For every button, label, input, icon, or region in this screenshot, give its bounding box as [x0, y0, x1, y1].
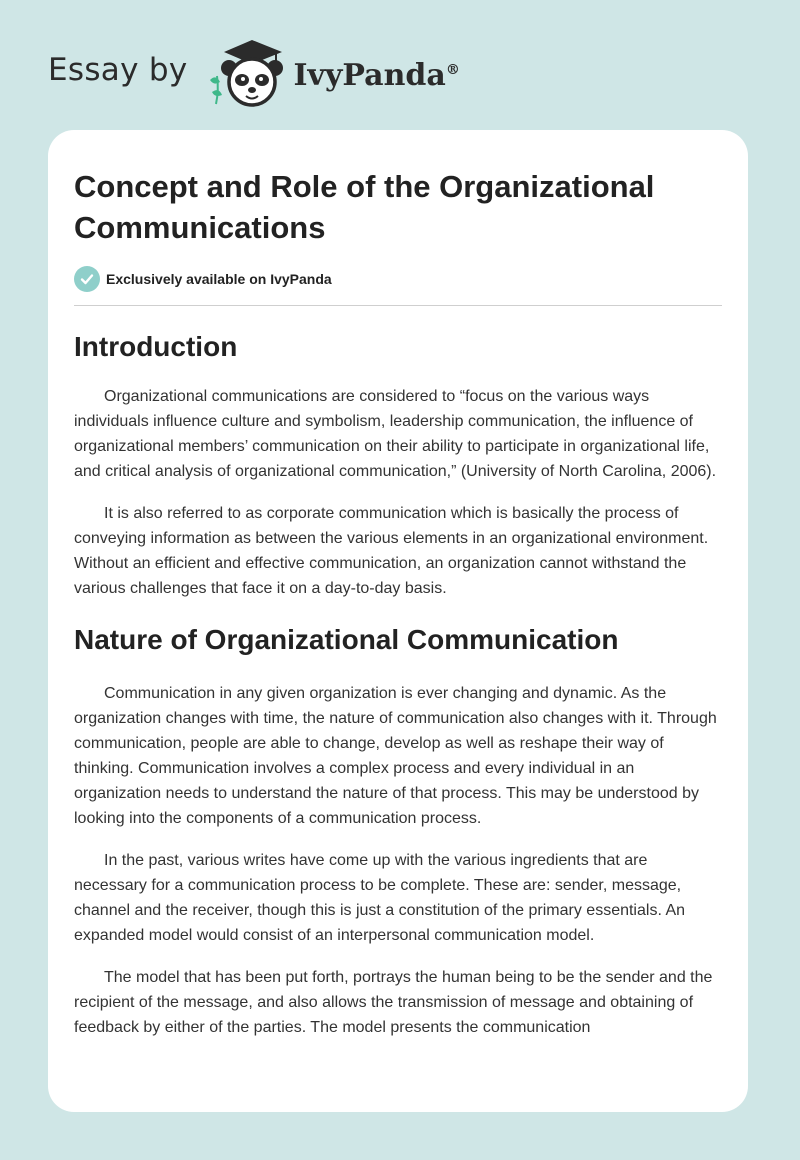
exclusive-badge [74, 266, 722, 292]
check-icon [74, 266, 100, 292]
essay-card [48, 130, 748, 1112]
paragraph: The model that has been put forth, portrays the human being to be the sender and the recipient of the message, and also allows the transmission of message and obtaining of feedback by either of the parties. The model presents the communication [74, 969, 713, 1036]
paragraph: In the past, various writes have come up with the various ingredients that are necessary for a communication process to be complete. These are: sender, message, channel and the receiver, though this is just a constitution of the primary essentials. An expanded model would consist of an interpersonal communication model. [74, 852, 686, 944]
essay-by-label: Essay by [48, 52, 188, 88]
paragraph: Organizational communications are considered to “focus on the various ways individuals influence culture and symbolism, leadership communication, the influence of organizational members’ communication on their ability to participate in organizational life, and critical analysis of organizational communication,” (University of North Carolina, 2006). [74, 388, 717, 480]
section-heading: Introduction [74, 331, 238, 362]
paragraph: It is also referred to as corporate communication which is basically the process of conveying information as between the various elements in an organizational environment. Without an efficient and effective communication, an organization cannot withstand the various challenges that face it on a day-to-day basis. [74, 505, 709, 597]
exclusive-label: Exclusively available on IvyPanda [106, 271, 332, 287]
section-heading: Nature of Organizational Communication [74, 624, 619, 655]
page-title: Concept and Role of the Organizational Communications [74, 169, 655, 245]
ivypanda-logo-icon[interactable] [202, 36, 290, 108]
paragraph: Communication in any given organization is ever changing and dynamic. As the organization changes with time, the nature of communication also changes with it. Through communication, people are able to change, develop as well as reshape their way of thinking. Communication involves a complex process and every individual in an organization needs to understand the nature of that process. This may be understood by looking into the components of a communication process. [74, 685, 717, 827]
site-header [48, 36, 460, 108]
divider [74, 305, 722, 306]
brand-name[interactable]: IvyPanda® [293, 57, 460, 93]
